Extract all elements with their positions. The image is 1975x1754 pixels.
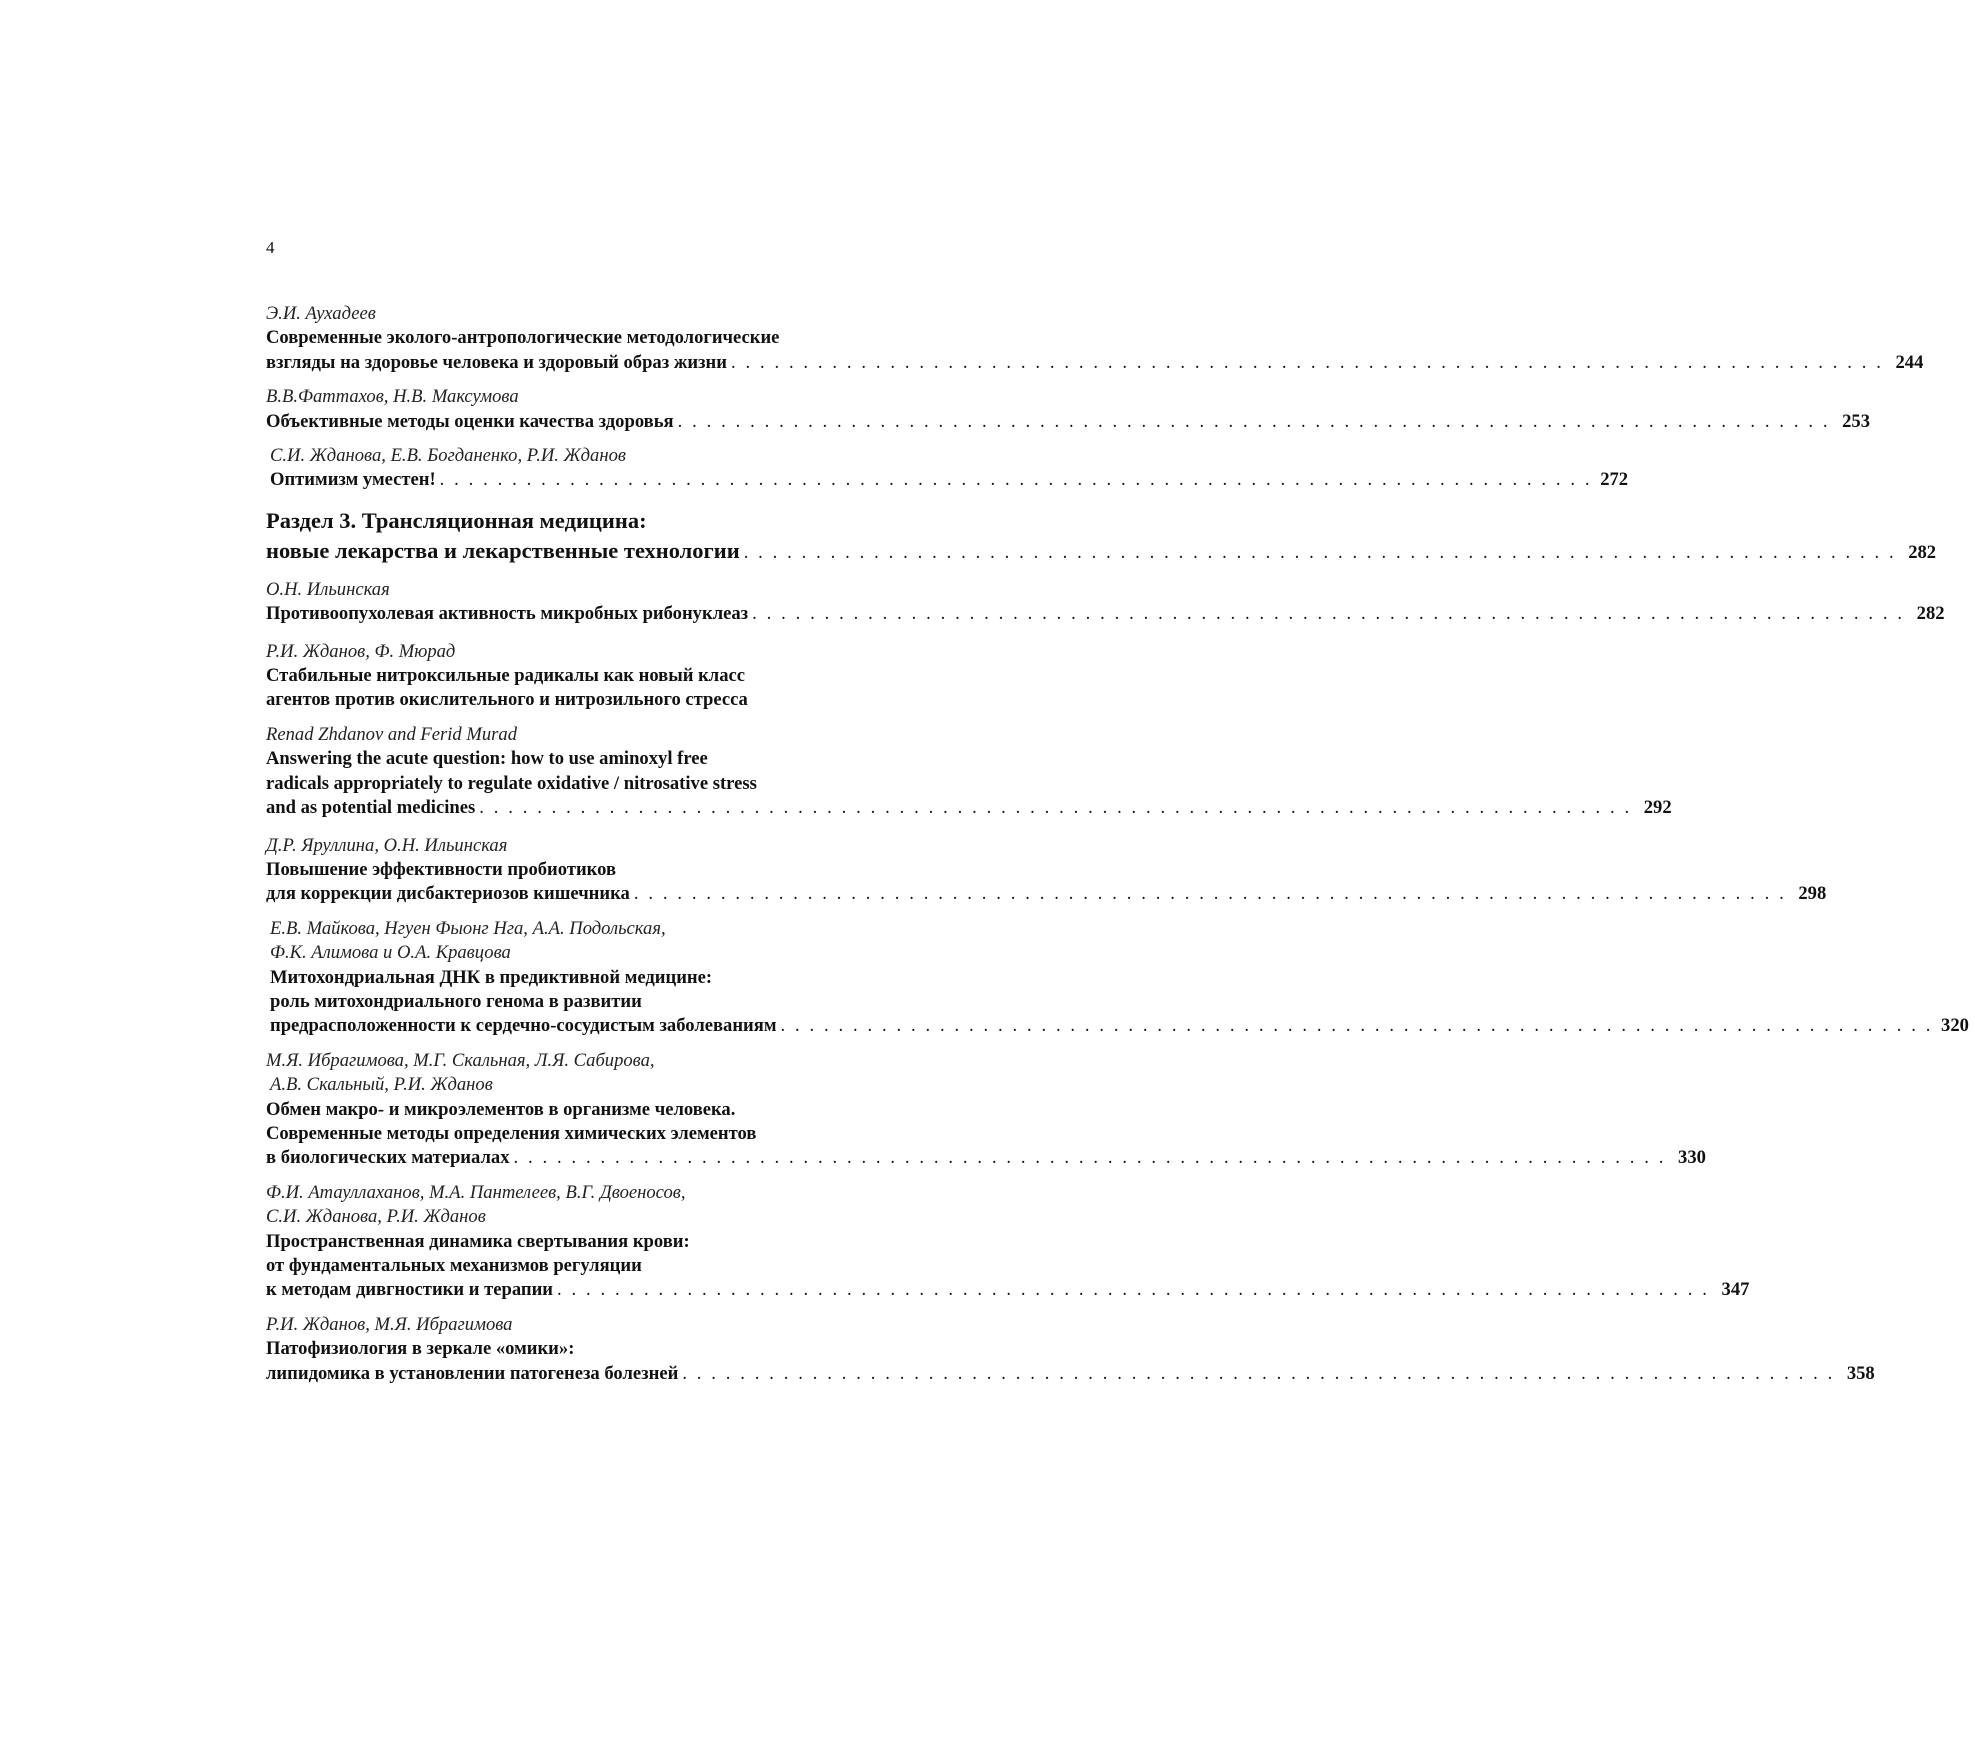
entry-title-last-line[interactable] xyxy=(266,602,1945,626)
toc-entry xyxy=(266,917,1969,1039)
entry-authors: С.И. Жданова, Е.В. Богданенко, Р.И. Жданов xyxy=(270,445,626,467)
entry-authors: М.Я. Ибрагимова, М.Г. Скальная, Л.Я. Сабирова, xyxy=(266,1049,655,1071)
section-page-number: 282 xyxy=(1908,541,1937,563)
dot-leader: . . . . . . . . . . . . . . . . . . . . . . . . . . . . . . . . . . . . . . . . . . . . . . . . . . . . . . . . . . . . . . . . . . . . . . . . . . . . . . . . xyxy=(743,541,1897,563)
entry-page-number: 320 xyxy=(1941,1015,1969,1037)
dot-leader: . . . . . . . . . . . . . . . . . . . . . . . . . . . . . . . . . . . . . . . . . . . . . . . . . . . . . . . . . . . . . . . . . . . . . . . . . . . . . . . . xyxy=(513,1147,1667,1169)
entry-title-line: роль митохондриального генома в развитии xyxy=(270,990,642,1012)
entry-title-last-line[interactable] xyxy=(266,410,1870,434)
entry-page-number: 253 xyxy=(1842,410,1870,432)
entry-title-last-line[interactable] xyxy=(270,468,1629,492)
dot-leader: . . . . . . . . . . . . . . . . . . . . . . . . . . . . . . . . . . . . . . . . . . . . . . . . . . . . . . . . . . . . . . . . . . . . . . . . . . . . . . . . xyxy=(677,410,1831,432)
entry-title-text: Противоопухолевая активность микробных рибонуклеаз xyxy=(266,603,749,625)
entry-title-line: Митохондриальная ДНК в предиктивной медицине: xyxy=(270,966,713,988)
entry-page-number: 358 xyxy=(1846,1362,1875,1384)
dot-leader: . . . . . . . . . . . . . . . . . . . . . . . . . . . . . . . . . . . . . . . . . . . . . . . . . . . . . . . . . . . . . . . . . . . . . . . . . . . . . . . . xyxy=(439,469,1593,491)
entry-title-line: Патофизиология в зеркале «омики»: xyxy=(266,1338,575,1360)
entry-authors: Ф.И. Атауллаханов, М.А. Пантелеев, В.Г. Двоеносов, xyxy=(266,1181,686,1203)
entry-title-text: липидомика в установлении патогенеза болезней xyxy=(266,1362,679,1384)
entry-title-text: Объективные методы оценки качества здоровья xyxy=(266,410,674,432)
entry-authors: Д.Р. Яруллина, О.Н. Ильинская xyxy=(266,834,508,856)
entry-page-number: 330 xyxy=(1678,1147,1706,1169)
toc-entry xyxy=(266,1181,1750,1303)
entry-title-last-line[interactable] xyxy=(266,796,1672,820)
entry-title-line[interactable]: агентов против окислительного и нитрозильного стресса xyxy=(266,689,748,711)
entry-authors: Ф.К. Алимова и О.А. Кравцова xyxy=(270,942,511,964)
dot-leader: . . . . . . . . . . . . . . . . . . . . . . . . . . . . . . . . . . . . . . . . . . . . . . . . . . . . . . . . . . . . . . . . . . . . . . . . . . . . . . . . xyxy=(752,603,1905,625)
entry-page-number: 244 xyxy=(1895,351,1924,373)
entry-title-last-line[interactable] xyxy=(266,351,1924,375)
entry-title-last-line[interactable] xyxy=(266,882,1827,906)
entry-authors: Renad Zhdanov and Ferid Murad xyxy=(266,723,517,745)
table-of-contents xyxy=(266,302,1969,1396)
dot-leader: . . . . . . . . . . . . . . . . . . . . . . . . . . . . . . . . . . . . . . . . . . . . . . . . . . . . . . . . . . . . . . . . . . . . . . . . . . . . . . . . xyxy=(780,1015,1934,1037)
entry-title-line: Пространственная динамика свертывания крови: xyxy=(266,1230,690,1252)
entry-page-number: 292 xyxy=(1643,797,1672,819)
entry-title-last-line[interactable] xyxy=(270,1014,1969,1038)
entry-authors: А.В. Скальный, Р.И. Жданов xyxy=(270,1074,493,1096)
section-title-text: новые лекарства и лекарственные технологии xyxy=(266,537,740,563)
entry-title-text: к методам дивгностики и терапии xyxy=(266,1279,554,1301)
dot-leader: . . . . . . . . . . . . . . . . . . . . . . . . . . . . . . . . . . . . . . . . . . . . . . . . . . . . . . . . . . . . . . . . . . . . . . . . . . . . . . . . xyxy=(730,351,1884,373)
toc-entry xyxy=(266,1313,1875,1386)
entry-title-line: от фундаментальных механизмов регуляции xyxy=(266,1255,642,1276)
entry-authors: Е.В. Майкова, Нгуен Фыонг Нга, А.А. Подольская, xyxy=(270,917,666,939)
toc-entry xyxy=(266,578,1945,627)
dot-leader: . . . . . . . . . . . . . . . . . . . . . . . . . . . . . . . . . . . . . . . . . . . . . . . . . . . . . . . . . . . . . . . . . . . . . . . . . . . . . . . . xyxy=(682,1362,1835,1384)
entry-title-text: Оптимизм уместен! xyxy=(270,469,436,491)
entry-title-text: взгляды на здоровье человека и здоровый образ жизни xyxy=(266,351,727,373)
entry-authors: Р.И. Жданов, Ф. Мюрад xyxy=(266,640,456,662)
entry-authors: Р.И. Жданов, М.Я. Ибрагимова xyxy=(266,1313,513,1335)
entry-title-text: and as potential medicines xyxy=(266,797,476,819)
entry-title-line: Обмен макро- и микроэлементов в организме человека. xyxy=(266,1098,736,1120)
entry-title-line[interactable]: Стабильные нитроксильные радикалы как новый класс xyxy=(266,665,746,687)
entry-authors: В.В.Фаттахов, Н.В. Максумова xyxy=(266,386,519,408)
entry-authors: О.Н. Ильинская xyxy=(266,578,390,600)
entry-title-line: Современные эколого-антропологические методологические xyxy=(266,327,780,349)
toc-entry xyxy=(266,723,1672,821)
entry-page-number: 282 xyxy=(1916,603,1945,625)
toc-entry xyxy=(266,302,1924,375)
section-heading xyxy=(266,506,1937,568)
entry-title-last-line[interactable] xyxy=(266,1278,1750,1302)
toc-entry xyxy=(266,640,974,713)
entry-title-text: для коррекции дисбактериозов кишечника xyxy=(266,883,630,905)
dot-leader: . . . . . . . . . . . . . . . . . . . . . . . . . . . . . . . . . . . . . . . . . . . . . . . . . . . . . . . . . . . . . . . . . . . . . . . . . . . . . . . . xyxy=(557,1279,1710,1301)
dot-leader: . . . . . . . . . . . . . . . . . . . . . . . . . . . . . . . . . . . . . . . . . . . . . . . . . . . . . . . . . . . . . . . . . . . . . . . . . . . . . . . . xyxy=(479,797,1632,819)
entry-title-line: Повышение эффективности пробиотиков xyxy=(266,858,617,880)
section-title-line: Раздел 3. Трансляционная медицина: xyxy=(266,507,647,533)
entry-authors: С.И. Жданова, Р.И. Жданов xyxy=(266,1206,486,1228)
toc-entry xyxy=(266,444,1629,493)
toc-entry xyxy=(266,385,1870,434)
entry-page-number: 298 xyxy=(1798,883,1827,905)
entry-title-text: предрасположенности к сердечно-сосудистым заболеваниям xyxy=(270,1015,777,1037)
entry-title-last-line[interactable] xyxy=(266,1146,1706,1170)
entry-title-text: в биологических материалах xyxy=(266,1147,510,1169)
entry-title-last-line[interactable] xyxy=(266,1362,1875,1386)
entry-page-number: 347 xyxy=(1721,1279,1750,1301)
page-number: 4 xyxy=(266,238,275,257)
entry-title-line: Современные методы определения химических элементов xyxy=(266,1122,757,1144)
section-title-last-line[interactable] xyxy=(266,536,1937,568)
toc-entry xyxy=(266,834,1827,907)
entry-title-line: Answering the acute question: how to use aminoxyl free xyxy=(266,748,708,770)
entry-authors: Э.И. Аухадеев xyxy=(266,303,376,324)
entry-page-number: 272 xyxy=(1600,469,1629,491)
dot-leader: . . . . . . . . . . . . . . . . . . . . . . . . . . . . . . . . . . . . . . . . . . . . . . . . . . . . . . . . . . . . . . . . . . . . . . . . . . . . . . . . xyxy=(633,883,1787,905)
entry-title-line: radicals appropriately to regulate oxidative / nitrosative stress xyxy=(266,772,757,794)
toc-entry xyxy=(266,1049,1706,1171)
